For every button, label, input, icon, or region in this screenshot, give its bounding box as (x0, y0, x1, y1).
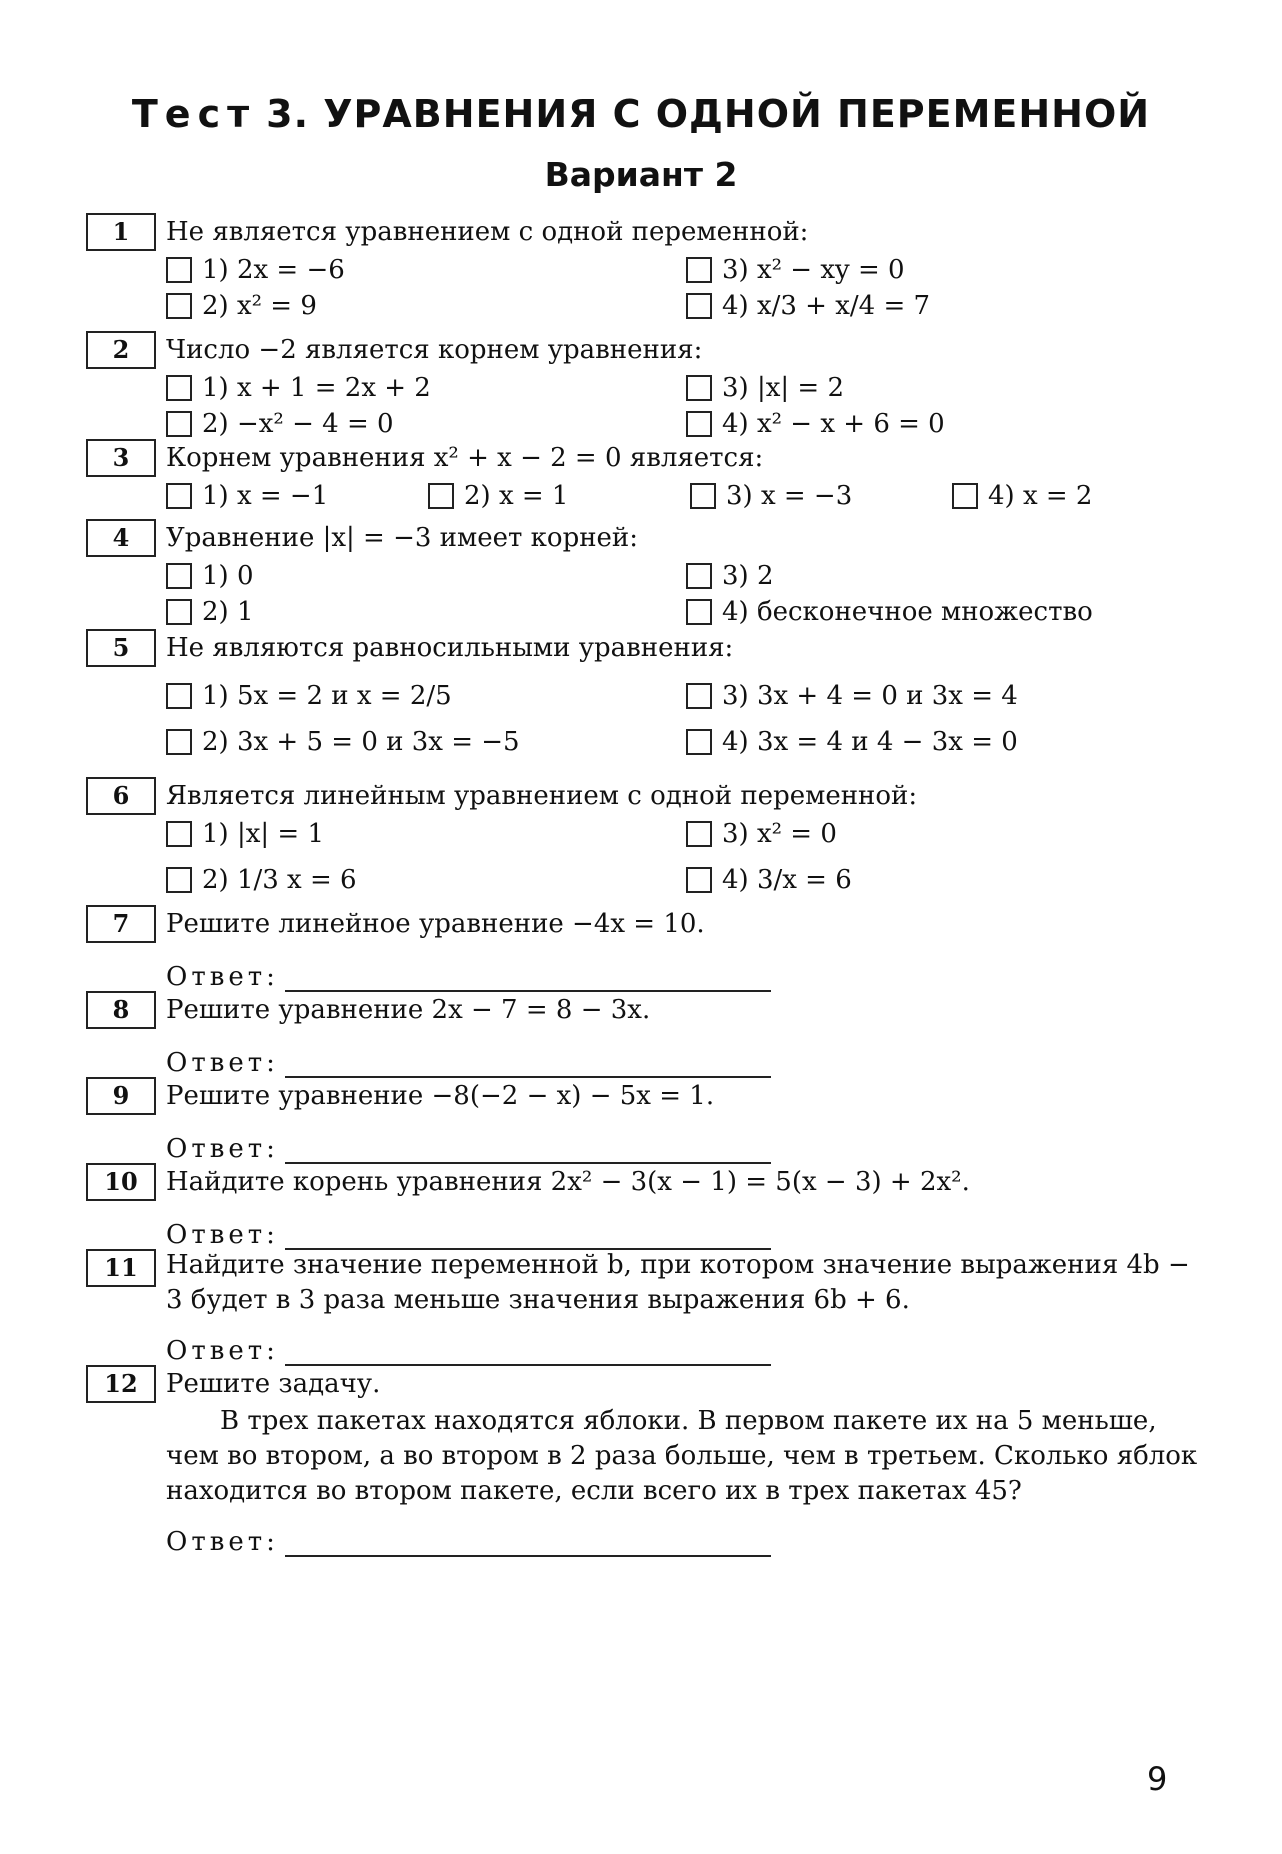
task-question: Не являются равносильными уравнения: (166, 633, 734, 663)
answer-checkbox[interactable] (952, 483, 978, 509)
task-5 (86, 628, 1206, 776)
option-3[interactable]: 3) x² = 0 (686, 816, 1206, 852)
answer-row (166, 1318, 1206, 1366)
task-number: 12 (86, 1365, 156, 1403)
task-question: Решите линейное уравнение −4x = 10. (166, 909, 705, 939)
option-2[interactable]: 2) 3x + 5 = 0 и 3x = −5 (166, 724, 686, 760)
answer-row (166, 1202, 1206, 1250)
task-number: 7 (86, 905, 156, 943)
answer-checkbox[interactable] (690, 483, 716, 509)
answer-label: Ответ: (166, 1336, 279, 1366)
task-4 (86, 518, 1206, 628)
answer-checkbox[interactable] (686, 821, 712, 847)
answer-input[interactable] (285, 1214, 771, 1250)
answer-label: Ответ: (166, 1134, 279, 1164)
answer-checkbox[interactable] (166, 293, 192, 319)
options (166, 816, 1206, 908)
answer-checkbox[interactable] (166, 257, 192, 283)
task-7 (86, 904, 1206, 990)
answer-input[interactable] (285, 956, 771, 992)
answer-checkbox[interactable] (686, 599, 712, 625)
answer-checkbox[interactable] (166, 375, 192, 401)
options (166, 558, 1206, 630)
answer-checkbox[interactable] (686, 257, 712, 283)
task-9 (86, 1076, 1206, 1162)
answer-checkbox[interactable] (686, 563, 712, 589)
answer-checkbox[interactable] (686, 411, 712, 437)
options (166, 668, 1206, 760)
task-question: Найдите значение переменной b, при котором значение выражения 4b − 3 будет в 3 раза меньше значения выражения 6b + 6. (166, 1250, 1190, 1315)
answer-checkbox[interactable] (686, 729, 712, 755)
task-number: 6 (86, 777, 156, 815)
answer-checkbox[interactable] (686, 867, 712, 893)
task-number: 1 (86, 213, 156, 251)
task-question: Число −2 является корнем уравнения: (166, 335, 703, 365)
answer-label: Ответ: (166, 1220, 279, 1250)
task-12 (86, 1364, 1206, 1557)
answer-checkbox[interactable] (166, 821, 192, 847)
option-4[interactable]: 4) 3x = 4 и 4 − 3x = 0 (686, 724, 1206, 760)
option-1[interactable]: 1) x + 1 = 2x + 2 (166, 370, 686, 406)
test-word: Тест (131, 92, 257, 136)
option-3[interactable]: 3) 2 (686, 558, 1206, 594)
problem-text: В трех пакетах находятся яблоки. В первом пакете их на 5 меньше, чем во втором, а во втором в 2 раза больше, чем в третьем. Сколько яблок находится во втором пакете, если всего их в трех пакетах 45? (166, 1406, 1198, 1506)
answer-checkbox[interactable] (166, 563, 192, 589)
option-1[interactable]: 1) 0 (166, 558, 686, 594)
answer-input[interactable] (285, 1521, 771, 1557)
task-10 (86, 1162, 1206, 1248)
answer-checkbox[interactable] (166, 683, 192, 709)
answer-row (166, 1030, 1206, 1078)
task-number: 11 (86, 1249, 156, 1287)
task-question: Не является уравнением с одной переменной: (166, 217, 809, 247)
answer-input[interactable] (285, 1330, 771, 1366)
answer-checkbox[interactable] (166, 411, 192, 437)
task-number: 8 (86, 991, 156, 1029)
task-question: Решите уравнение 2x − 7 = 8 − 3x. (166, 995, 651, 1025)
task-number: 5 (86, 629, 156, 667)
task-11 (86, 1248, 1206, 1364)
option-3[interactable]: 3) x = −3 (690, 478, 952, 514)
answer-checkbox[interactable] (686, 293, 712, 319)
task-question: Решите уравнение −8(−2 − x) − 5x = 1. (166, 1081, 715, 1111)
task-question: Уравнение |x| = −3 имеет корней: (166, 523, 639, 553)
task-question: Корнем уравнения x² + x − 2 = 0 является: (166, 443, 764, 473)
answer-label: Ответ: (166, 962, 279, 992)
variant-title: Вариант 2 (544, 155, 738, 194)
task-8 (86, 990, 1206, 1076)
option-4[interactable]: 4) 3/x = 6 (686, 852, 1206, 908)
option-2[interactable]: 2) 1/3 x = 6 (166, 852, 686, 908)
answer-checkbox[interactable] (166, 483, 192, 509)
option-4[interactable]: 4) бесконечное множество (686, 594, 1206, 630)
task-question: Решите задачу. (166, 1369, 381, 1399)
option-3[interactable]: 3) |x| = 2 (686, 370, 1206, 406)
option-2[interactable]: 2) x² = 9 (166, 288, 686, 324)
task-number: 4 (86, 519, 156, 557)
page-title (0, 92, 1282, 136)
answer-label: Ответ: (166, 1527, 279, 1557)
task-number: 3 (86, 439, 156, 477)
option-4[interactable]: 4) x = 2 (952, 478, 1214, 514)
answer-checkbox[interactable] (686, 683, 712, 709)
option-2[interactable]: 2) 1 (166, 594, 686, 630)
answer-checkbox[interactable] (166, 599, 192, 625)
option-2[interactable]: 2) −x² − 4 = 0 (166, 406, 686, 442)
answer-input[interactable] (285, 1042, 771, 1078)
test-title: 3. УРАВНЕНИЯ С ОДНОЙ ПЕРЕМЕННОЙ (266, 92, 1151, 136)
option-1[interactable]: 1) 5x = 2 и x = 2/5 (166, 668, 686, 724)
option-1[interactable]: 1) 2x = −6 (166, 252, 686, 288)
option-4[interactable]: 4) x² − x + 6 = 0 (686, 406, 1206, 442)
option-3[interactable]: 3) 3x + 4 = 0 и 3x = 4 (686, 668, 1206, 724)
task-2 (86, 330, 1206, 438)
options (166, 478, 1206, 514)
task-3 (86, 438, 1206, 518)
page-number: 9 (1147, 1760, 1168, 1798)
option-2[interactable]: 2) x = 1 (428, 478, 690, 514)
answer-row (166, 1509, 1206, 1557)
answer-checkbox[interactable] (428, 483, 454, 509)
option-1[interactable]: 1) x = −1 (166, 478, 428, 514)
answer-checkbox[interactable] (686, 375, 712, 401)
task-question: Является линейным уравнением с одной переменной: (166, 781, 918, 811)
task-1 (86, 212, 1206, 330)
options (166, 370, 1206, 442)
task-question: Найдите корень уравнения 2x² − 3(x − 1) = 5(x − 3) + 2x². (166, 1167, 970, 1197)
answer-row (166, 1116, 1206, 1164)
option-3[interactable]: 3) x² − xy = 0 (686, 252, 1206, 288)
options (166, 252, 1206, 324)
task-number: 2 (86, 331, 156, 369)
task-list (86, 212, 1206, 1557)
option-4[interactable]: 4) x/3 + x/4 = 7 (686, 288, 1206, 324)
task-number: 10 (86, 1163, 156, 1201)
answer-input[interactable] (285, 1128, 771, 1164)
option-1[interactable]: 1) |x| = 1 (166, 816, 686, 852)
task-6 (86, 776, 1206, 904)
answer-label: Ответ: (166, 1048, 279, 1078)
task-number: 9 (86, 1077, 156, 1115)
answer-checkbox[interactable] (166, 729, 192, 755)
answer-checkbox[interactable] (166, 867, 192, 893)
answer-row (166, 944, 1206, 992)
